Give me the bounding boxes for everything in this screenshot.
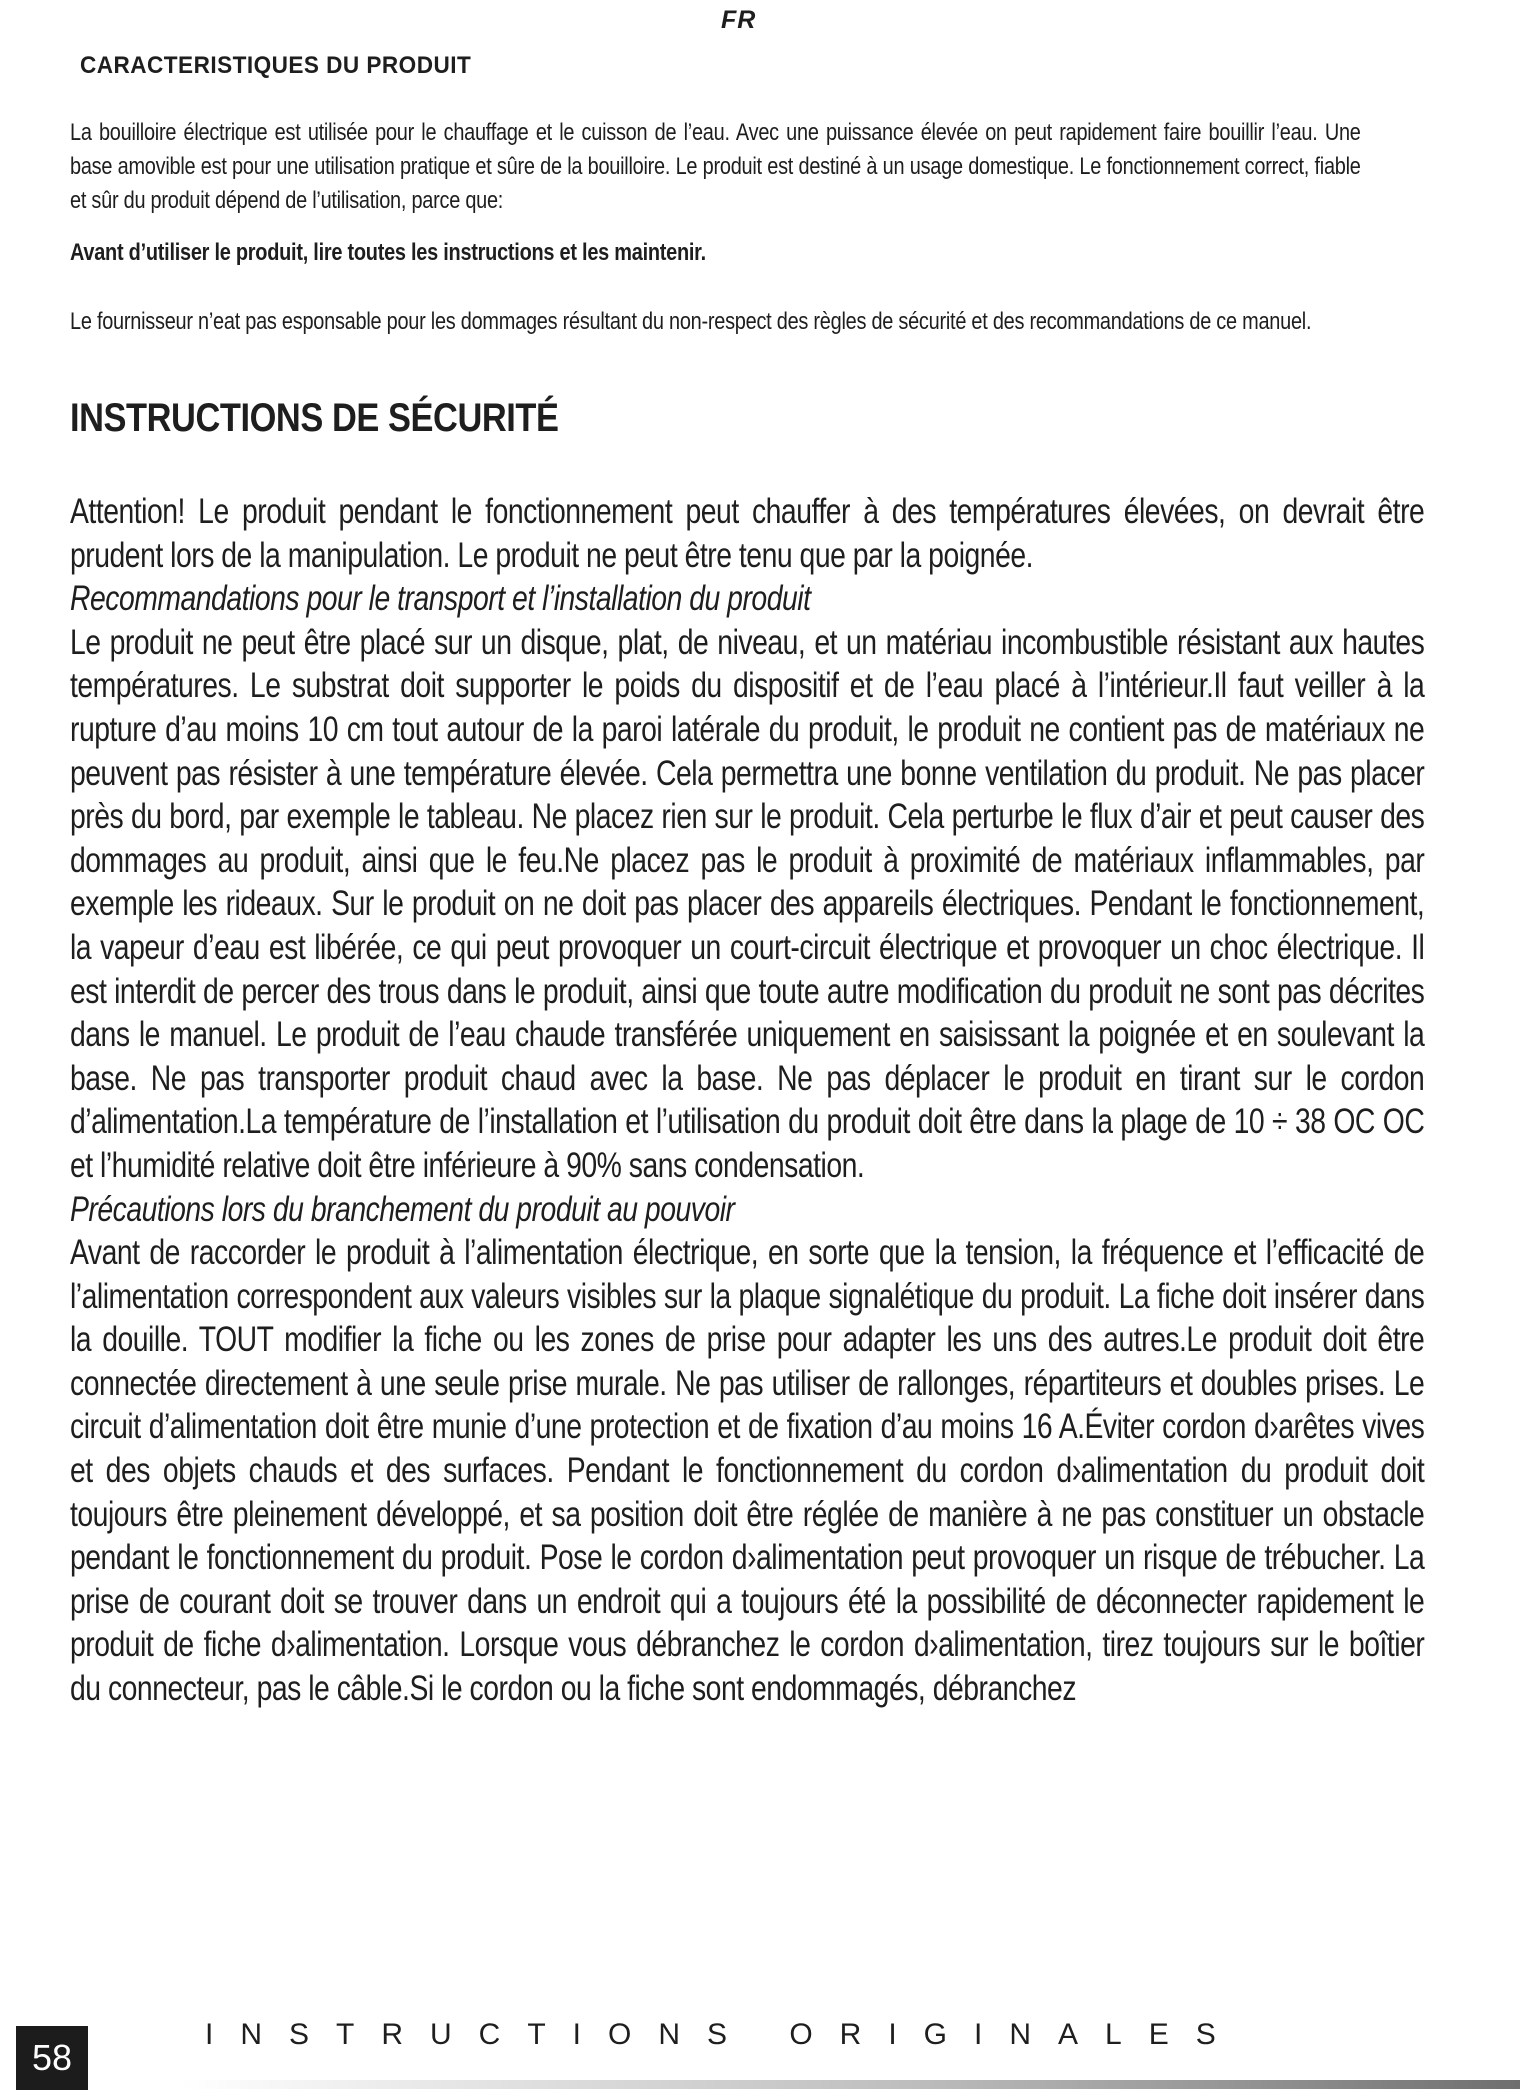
footer-gradient-bar — [180, 2080, 1520, 2089]
footer-label: INSTRUCTIONS ORIGINALES — [205, 2018, 1243, 2051]
section-title: CARACTERISTIQUES DU PRODUIT — [80, 52, 472, 79]
safety-body — [70, 490, 1424, 1711]
intro-paragraph: La bouilloire électrique est utilisée pour le chauffage et le cuisson de l’eau. Avec une puissance élevée on peut rapidement faire bouillir l’eau. Une base amovible est pour une utilisation pratique et sûre de la bouilloire. Le produit est destiné à un usage domestique. Le fonctionnement correct, fiable et sûr du produit dépend de l’utilisation, parce que: — [70, 119, 1361, 214]
safety-heading: INSTRUCTIONS DE SÉCURITÉ — [70, 396, 559, 440]
language-label: FR — [721, 6, 757, 34]
power-paragraph: Avant de raccorder le produit à l’alimentation électrique, en sorte que la tension, la fréquence et l’efficacité de l’alimentation correspondent aux valeurs visibles sur la plaque signalétique du produit. La fiche doit insérer dans la douille. TOUT modifier la fiche ou les zones de prise pour adapter les uns des autres.Le produit doit être connectée directement à une seule prise murale. Ne pas utiliser de rallonges, répartiteurs et doubles prises. Le circuit d’alimentation doit être munie d’une protection et de fixation d’au moins 16 A.Éviter cordon d›arêtes vives et des objets chauds et des surfaces. Pendant le fonctionnement du cordon d›alimentation du produit doit toujours être pleinement développé, et sa position doit être réglée de manière à ne pas constituer un obstacle pendant le fonctionnement du produit. Pose le cordon d›alimentation peut provoquer un risque de trébucher. La prise de courant doit se trouver dans un endroit qui a toujours été la possibilité de déconnecter rapidement le produit de fiche d›alimentation. Lorsque vous débranchez le cordon d›alimentation, tirez toujours sur le boîtier du connecteur, pas le câble.Si le cordon ou la fiche sont endommagés, débranchez — [70, 1233, 1425, 1709]
page-number: 58 — [16, 2026, 88, 2090]
attention-paragraph: Attention! Le produit pendant le fonctionnement peut chauffer à des températures élevées, on devrait être prudent lors de la manipulation. Le produit ne peut être tenu que par la poignée. — [70, 492, 1425, 575]
intro-disclaimer: Le fournisseur n’eat pas esponsable pour les dommages résultant du non-respect des règles de sécurité et des recommandations de ce manuel. — [70, 308, 1312, 335]
power-subheading: Précautions lors du branchement du produit au pouvoir — [70, 1189, 735, 1229]
transport-paragraph: Le produit ne peut être placé sur un disque, plat, de niveau, et un matériau incombustible résistant aux hautes températures. Le substrat doit supporter le poids du dispositif et de l’eau placé à l’intérieur.Il faut veiller à la rupture d’au moins 10 cm tout autour de la paroi latérale du produit, le produit ne contient pas de matériaux ne peuvent pas résister à une température élevée. Cela permettra une bonne ventilation du produit. Ne pas placer près du bord, par exemple le tableau. Ne placez rien sur le produit. Cela perturbe le flux d’air et peut causer des dommages au produit, ainsi que le feu.Ne placez pas le produit à proximité de matériaux inflammables, par exemple les rideaux. Sur le produit on ne doit pas placer des appareils électriques. Pendant le fonctionnement, la vapeur d’eau est libérée, ce qui peut provoquer un court-circuit électrique et provoquer un choc électrique. Il est interdit de percer des trous dans le produit, ainsi que toute autre modification du produit ne sont pas décrites dans le manuel. Le produit de l’eau chaude transférée uniquement en saisissant la poignée et en soulevant la base. Ne pas transporter produit chaud avec la base. Ne pas déplacer le produit en tirant sur le cordon d’alimentation.La température de l’installation et l’utilisation du produit doit être dans la plage de 10 ÷ 38 OC OC et l’humidité relative doit être inférieure à 90% sans condensation. — [70, 622, 1425, 1185]
transport-subheading: Recommandations pour le transport et l’installation du produit — [70, 579, 811, 619]
intro-warning: Avant d’utiliser le produit, lire toutes les instructions et les maintenir. — [70, 239, 706, 266]
